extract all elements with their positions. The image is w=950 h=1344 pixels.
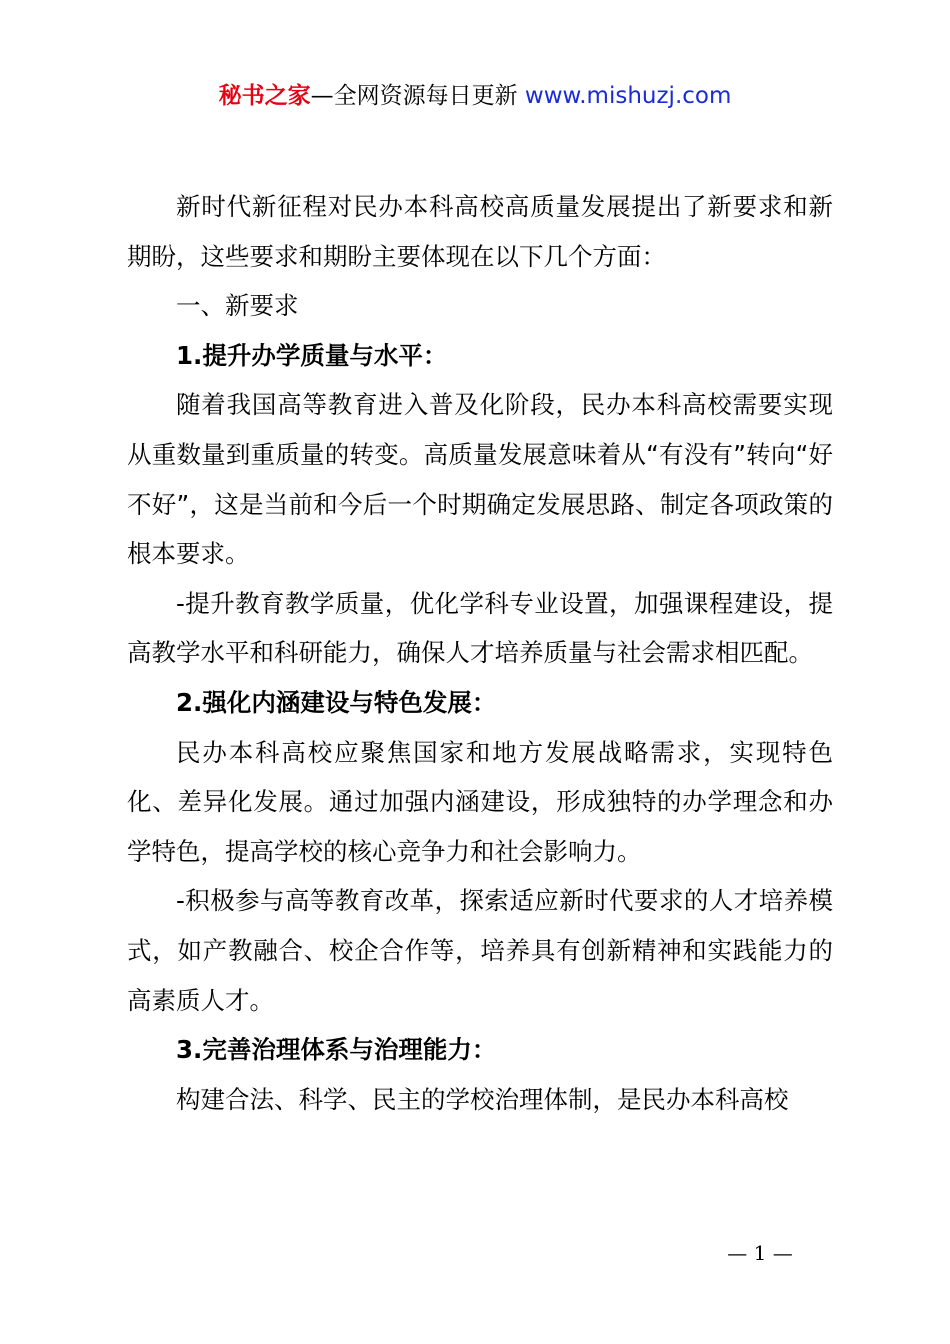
- brand-name: 秘书之家: [218, 83, 311, 109]
- paragraph: -积极参与高等教育改革，探索适应新时代要求的人才培养模式，如产教融合、校企合作等，培养具有创新精神和实践能力的高素质人才。: [127, 886, 833, 1015]
- paragraph: -提升教育教学质量，优化学科专业设置，加强课程建设，提高教学水平和科研能力，确保人才培养质量与社会需求相匹配。: [127, 588, 833, 668]
- subheading-3: 3.完善治理体系与治理能力：: [176, 1035, 497, 1065]
- page-header: [0, 78, 950, 114]
- website-link[interactable]: www.mishuzj.com: [524, 83, 732, 109]
- document-body: [127, 182, 833, 1124]
- paragraph: 构建合法、科学、民主的学校治理体制，是民办本科高校: [176, 1084, 789, 1114]
- page-number: — 1 —: [727, 1241, 793, 1265]
- subheading-1: 1.提升办学质量与水平：: [176, 340, 448, 370]
- subheading-2: 2.强化内涵建设与特色发展：: [176, 687, 497, 717]
- header-tagline: —全网资源每日更新: [310, 83, 518, 109]
- paragraph-intro: 新时代新征程对民办本科高校高质量发展提出了新要求和新期盼，这些要求和期盼主要体现在以下几个方面：: [127, 192, 833, 271]
- paragraph: 民办本科高校应聚焦国家和地方发展战略需求，实现特色化、差异化发展。通过加强内涵建设，形成独特的办学理念和办学特色，提高学校的核心竞争力和社会影响力。: [127, 737, 833, 866]
- section-title: 一、新要求: [176, 291, 299, 321]
- paragraph: 随着我国高等教育进入普及化阶段，民办本科高校需要实现从重数量到重质量的转变。高质量发展意味着从“有没有”转向“好不好”，这是当前和今后一个时期确定发展思路、制定各项政策的根本要求。: [127, 390, 833, 569]
